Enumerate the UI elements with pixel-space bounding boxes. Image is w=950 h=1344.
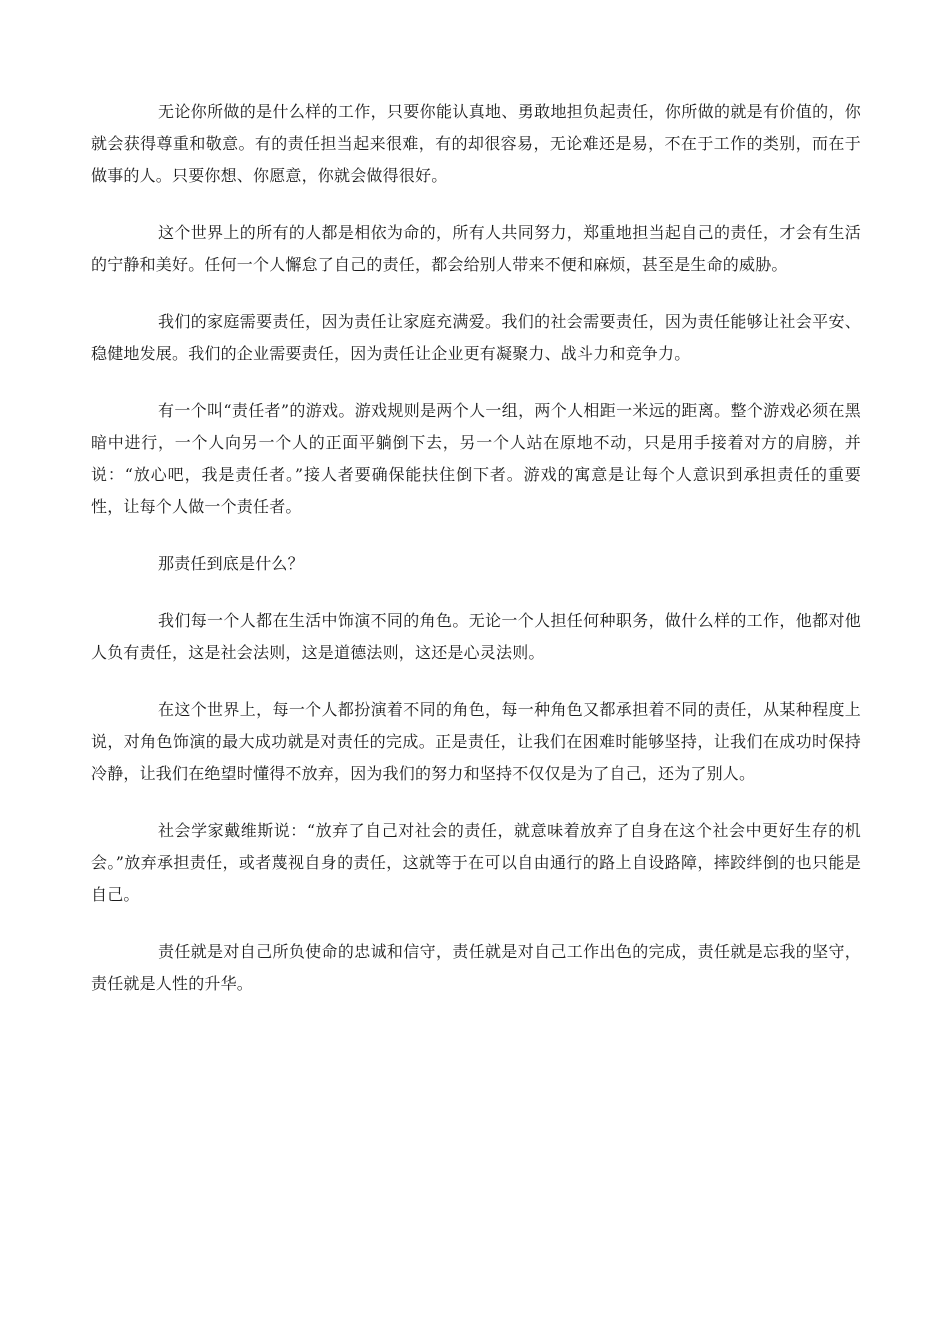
paragraph-8: 社会学家戴维斯说：“放弃了自己对社会的责任，就意味着放弃了自身在这个社会中更好生存的机会。”放弃承担责任，或者蔑视自身的责任，这就等于在可以自由通行的路上自设路障，摔跤绊倒的也只能是自己。	[91, 821, 861, 904]
paragraph-9: 责任就是对自己所负使命的忠诚和信守，责任就是对自己工作出色的完成，责任就是忘我的坚守，责任就是人性的升华。	[91, 942, 861, 993]
paragraph-4: 有一个叫“责任者”的游戏。游戏规则是两个人一组，两个人相距一米远的距离。整个游戏必须在黑暗中进行，一个人向另一个人的正面平躺倒下去，另一个人站在原地不动，只是用手接着对方的肩膀，并说：“放心吧，我是责任者。”接人者要确保能扶住倒下者。游戏的寓意是让每个人意识到承担责任的重要性，让每个人做一个责任者。	[91, 401, 861, 516]
paragraph-3: 我们的家庭需要责任，因为责任让家庭充满爱。我们的社会需要责任，因为责任能够让社会平安、稳健地发展。我们的企业需要责任，因为责任让企业更有凝聚力、战斗力和竞争力。	[91, 312, 861, 363]
paragraph-6: 我们每一个人都在生活中饰演不同的角色。无论一个人担任何种职务，做什么样的工作，他都对他人负有责任，这是社会法则，这是道德法则，这还是心灵法则。	[91, 611, 861, 662]
paragraph-5: 那责任到底是什么？	[158, 554, 304, 573]
paragraph-2: 这个世界上的所有的人都是相依为命的，所有人共同努力，郑重地担当起自己的责任，才会有生活的宁静和美好。任何一个人懈怠了自己的责任，都会给别人带来不便和麻烦，甚至是生命的威胁。	[91, 223, 861, 274]
paragraph-7: 在这个世界上，每一个人都扮演着不同的角色，每一种角色又都承担着不同的责任，从某种程度上说，对角色饰演的最大成功就是对责任的完成。正是责任，让我们在困难时能够坚持，让我们在成功时保持冷静，让我们在绝望时懂得不放弃，因为我们的努力和坚持不仅仅是为了自己，还为了别人。	[91, 700, 861, 783]
paragraph-1: 无论你所做的是什么样的工作，只要你能认真地、勇敢地担负起责任，你所做的就是有价值的，你就会获得尊重和敬意。有的责任担当起来很难，有的却很容易，无论难还是易，不在于工作的类别，而在于做事的人。只要你想、你愿意，你就会做得很好。	[91, 102, 861, 185]
document-body	[91, 96, 861, 1025]
